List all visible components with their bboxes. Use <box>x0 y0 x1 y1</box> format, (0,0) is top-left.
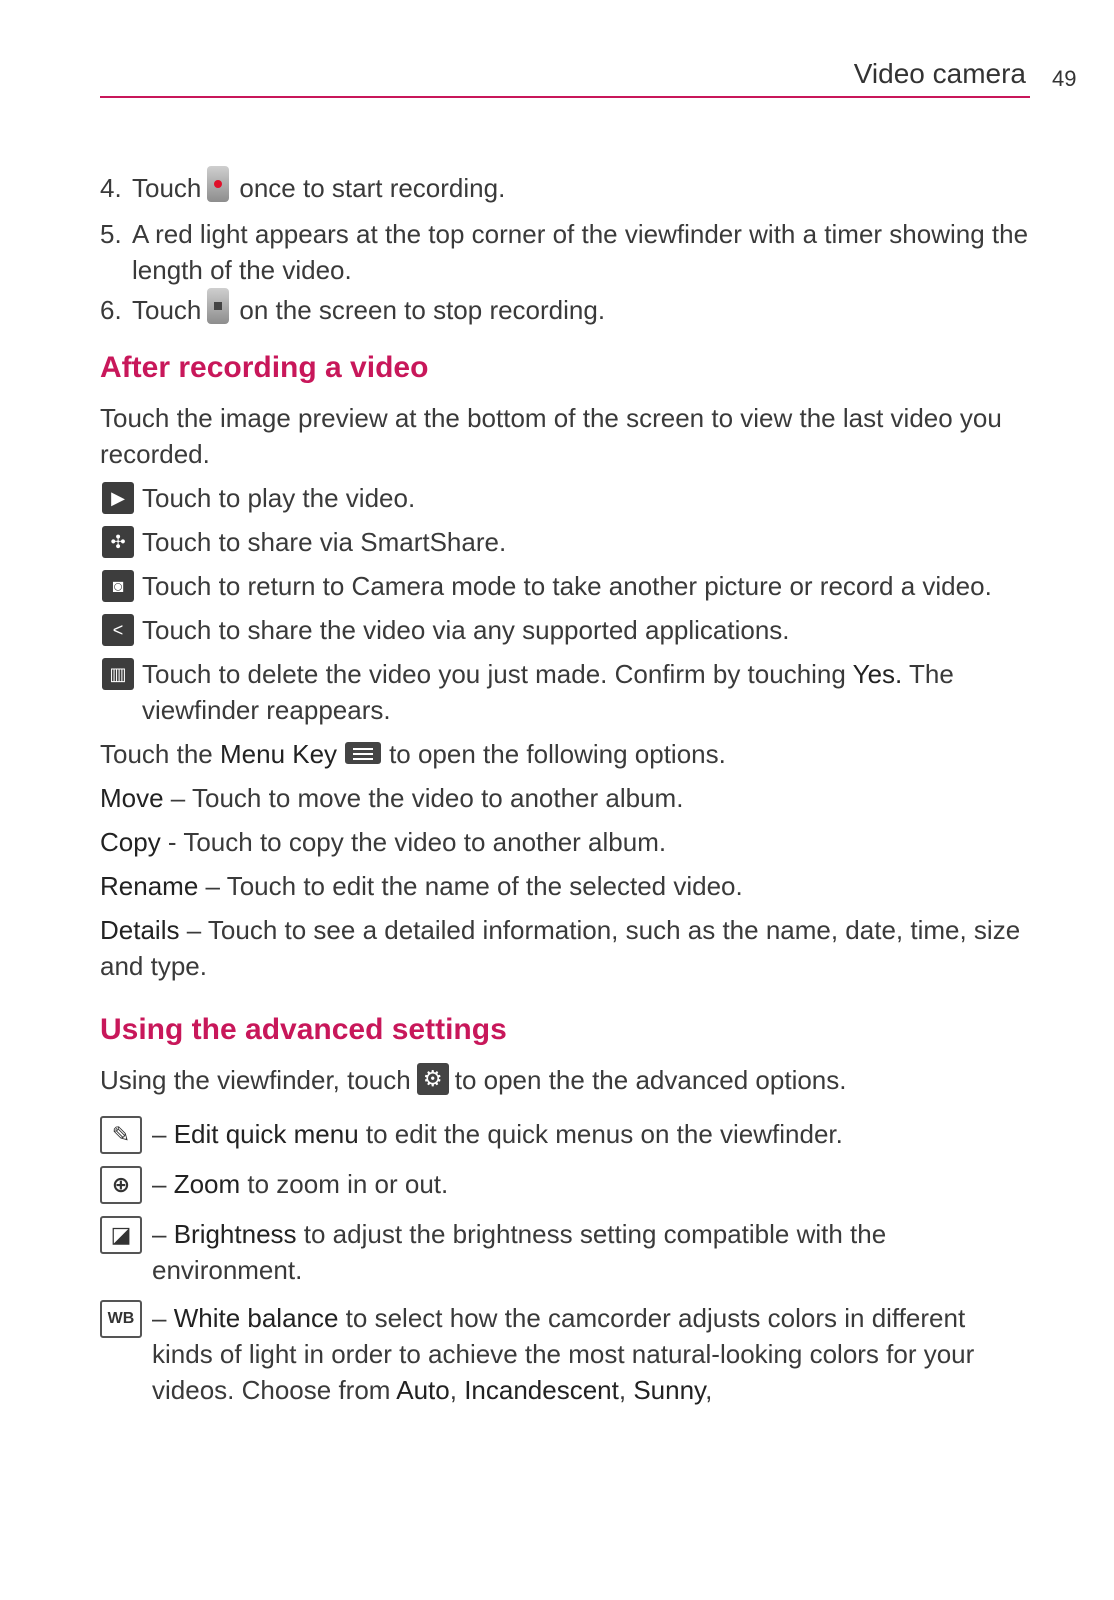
option-desc: – Touch to edit the name of the selected video. <box>198 871 743 902</box>
setting-desc: to edit the quick menus on the viewfinder. <box>358 1119 843 1150</box>
share-icon: < <box>102 614 134 646</box>
option-copy <box>100 824 1030 860</box>
page-content <box>100 170 1030 1416</box>
heading-after-recording: After recording a video <box>100 351 429 385</box>
setting-term: Zoom <box>173 1169 241 1200</box>
trash-icon: ▥ <box>102 658 134 690</box>
setting-edit-quick-menu <box>100 1116 1030 1154</box>
intro-text: to open the the advanced options. <box>454 1065 847 1096</box>
setting-term: White balance <box>173 1303 339 1334</box>
heading-advanced-settings: Using the advanced settings <box>100 1013 507 1047</box>
setting-term: Brightness <box>173 1219 297 1250</box>
item-text: Touch to return to Camera mode to take another picture or record a video. <box>142 571 992 602</box>
option-term: Details <box>100 915 180 946</box>
menu-key-label: Menu Key <box>219 739 338 770</box>
option-desc: - Touch to copy the video to another album. <box>160 827 667 858</box>
menu-key-line <box>100 736 1030 772</box>
step-number: 4. <box>100 173 122 203</box>
menu-key-icon <box>345 742 381 764</box>
zoom-icon: ⊕ <box>100 1166 142 1204</box>
gear-icon: ⚙ <box>417 1063 449 1095</box>
list-item <box>100 480 1030 516</box>
setting-desc: to adjust the brightness setting compatible with the environment. <box>152 1219 887 1286</box>
play-icon: ▶ <box>102 482 134 514</box>
item-text: Touch to share the video via any supported applications. <box>142 615 790 646</box>
setting-text: – White balance to select how the camcorder adjusts colors in different kinds of light in order to achieve the most natural-looking colors for your videos. Choose from Auto, Incandescent, Sunny, <box>152 1303 975 1406</box>
step-5 <box>100 216 1030 288</box>
item-text <box>142 656 1030 728</box>
setting-zoom <box>100 1166 1030 1204</box>
setting-term: Edit quick menu <box>173 1119 359 1150</box>
camera-icon: ◙ <box>102 570 134 602</box>
option-desc: – Touch to move the video to another album. <box>163 783 684 814</box>
step-text: on the screen to stop recording. <box>239 295 606 326</box>
stop-icon <box>207 288 229 324</box>
item-text: Touch to share via SmartShare. <box>142 527 507 558</box>
setting-brightness <box>100 1216 1030 1288</box>
option-move <box>100 780 1030 816</box>
yes-label: Yes. <box>852 659 903 690</box>
setting-text: – Brightness to adjust the brightness setting compatible with the environment. <box>152 1219 887 1286</box>
smartshare-icon: ✣ <box>102 526 134 558</box>
record-icon <box>207 166 229 202</box>
brightness-icon: ◪ <box>100 1216 142 1254</box>
advanced-intro <box>100 1062 1030 1098</box>
item-text-pre: Touch to delete the video you just made. Confirm by touching <box>142 659 853 690</box>
step-text: Touch <box>132 173 202 203</box>
item-text-post: The viewfinder reappears. <box>142 659 954 726</box>
white-balance-icon: WB <box>100 1300 142 1338</box>
option-term: Copy <box>100 827 161 858</box>
step-text: A red light appears at the top corner of the viewfinder with a timer showing the length of the video. <box>132 219 1029 286</box>
section-title: Video camera <box>853 58 1026 89</box>
option-desc: – Touch to see a detailed information, such as the name, date, time, size and type. <box>100 915 1021 982</box>
setting-text: – Edit quick menu to edit the quick menus on the viewfinder. <box>152 1119 843 1150</box>
page-header <box>100 56 1030 98</box>
choice-auto: Auto <box>396 1375 450 1406</box>
menu-text: to open the following options. <box>389 739 726 770</box>
after-intro: Touch the image preview at the bottom of the screen to view the last video you recorded. <box>100 403 1002 470</box>
step-4 <box>100 170 1030 208</box>
setting-white-balance <box>100 1300 1030 1408</box>
step-6 <box>100 292 1030 330</box>
option-rename <box>100 868 1030 904</box>
option-term: Rename <box>100 871 199 902</box>
menu-text: Touch the <box>100 739 220 770</box>
edit-quick-menu-icon: ✎ <box>100 1116 142 1154</box>
option-term: Move <box>100 783 164 814</box>
step-text: Touch <box>132 295 202 326</box>
option-details <box>100 912 1030 984</box>
step-number: 6. <box>100 295 122 326</box>
list-item <box>100 656 1030 728</box>
step-text: once to start recording. <box>239 173 506 203</box>
item-text: Touch to play the video. <box>142 483 416 514</box>
list-item <box>100 568 1030 604</box>
list-item <box>100 524 1030 560</box>
setting-text: – Zoom to zoom in or out. <box>152 1169 449 1200</box>
setting-desc: to zoom in or out. <box>240 1169 449 1200</box>
intro-text: Using the viewfinder, touch <box>100 1065 411 1096</box>
choice-incandescent: Incandescent <box>464 1375 619 1406</box>
list-item <box>100 612 1030 648</box>
step-number: 5. <box>100 219 122 250</box>
choice-sunny: Sunny <box>633 1375 706 1406</box>
page-number: 49 <box>1052 66 1077 91</box>
setting-desc: to select how the camcorder adjusts colors in different kinds of light in order to achieve the most natural-looking colors for your videos. Choose from <box>152 1303 975 1406</box>
